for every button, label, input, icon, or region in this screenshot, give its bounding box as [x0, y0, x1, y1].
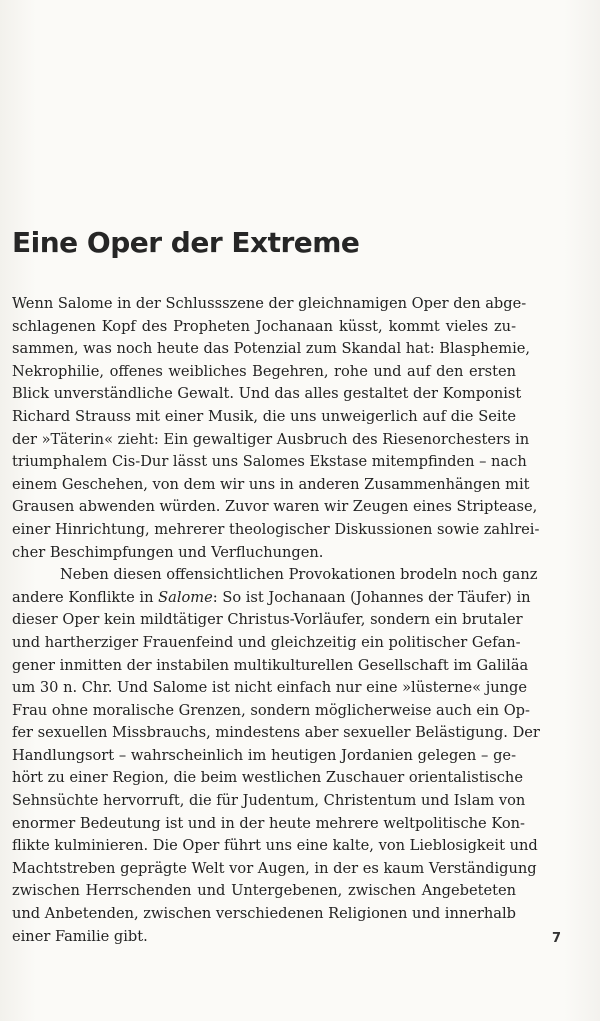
text-line: zwischen Herrschenden und Untergebenen, zwischen Angebeteten [12, 882, 516, 900]
text-line [12, 587, 531, 610]
opera-title: Salome [158, 588, 213, 606]
text-line: der »Täterin« zieht: Ein gewaltiger Ausbruch des Riesenorchesters in [12, 430, 530, 448]
text-segment: : So ist Jochanaan (Johannes der Täufer) in [212, 588, 531, 606]
text-line: Richard Strauss mit einer Musik, die uns unweigerlich auf die Seite [12, 407, 516, 425]
text-line: sammen, was noch heute das Potenzial zum Skandal hat: Blasphemie, [12, 340, 531, 358]
text-line: einer Hinrichtung, mehrerer theologischer Diskussionen sowie zahlrei- [12, 520, 540, 538]
text-line: Wenn Salome in der Schlussszene der gleichnamigen Oper den abge- [12, 295, 527, 312]
text-line: flikte kulminieren. Die Oper führt uns eine kalte, von Lieblosigkeit und [12, 837, 538, 855]
text-line: dieser Oper kein mildtätiger Christus-Vorläufer, sondern ein brutaler [12, 611, 523, 629]
text-line: Blick unverständliche Gewalt. Und das alles gestaltet der Komponist [12, 385, 522, 403]
text-line: Sehnsüchte hervorruft, die für Judentum, Christentum und Islam von [12, 792, 526, 810]
text-line: cher Beschimpfungen und Verfluchungen. [12, 543, 324, 561]
text-line: einer Familie gibt. [12, 927, 148, 945]
text-line: fer sexuellen Missbrauchs, mindestens aber sexueller Belästigung. Der [12, 724, 540, 742]
text-line: schlagenen Kopf des Propheten Jochanaan küsst, kommt vieles zu- [12, 317, 516, 335]
text-segment: andere Konflikte in [12, 588, 159, 606]
paragraph-2 [12, 564, 540, 948]
text-line: einem Geschehen, von dem wir uns in anderen Zusammenhängen mit [12, 475, 530, 493]
text-line: gener inmitten der instabilen multikulturellen Gesellschaft im Galiläa [12, 656, 529, 674]
text-line: Nekrophilie, offenes weibliches Begehren, rohe und auf den ersten [12, 362, 516, 380]
text-line: Frau ohne moralische Grenzen, sondern möglicherweise auch ein Op- [12, 701, 530, 719]
text-line [12, 564, 538, 587]
text-line: triumphalem Cis-Dur lässt uns Salomes Ekstase mitempfinden – nach [12, 453, 527, 471]
text-line: und Anbetenden, zwischen verschiedenen Religionen und innerhalb [12, 905, 516, 923]
text-line: Grausen abwenden würden. Zuvor waren wir Zeugen eines Striptease, [12, 498, 538, 516]
text-line: enormer Bedeutung ist und in der heute mehrere weltpolitische Kon- [12, 814, 525, 832]
text-line: hört zu einer Region, die beim westlichen Zuschauer orientalistische [12, 769, 523, 787]
paragraph-1 [12, 293, 540, 564]
text-line: um 30 n. Chr. Und Salome ist nicht einfach nur eine »lüsterne« junge [12, 679, 527, 697]
chapter-heading: Eine Oper der Extreme [12, 226, 360, 259]
text-line: Handlungsort – wahrscheinlich im heutigen Jordanien gelegen – ge- [12, 746, 516, 764]
body-text [12, 293, 540, 948]
text-line: und hartherziger Frauenfeind und gleichzeitig ein politischer Gefan- [12, 633, 521, 651]
text-line: Machtstreben geprägte Welt vor Augen, in der es kaum Verständigung [12, 859, 537, 877]
text-segment: Neben diesen offensichtlichen Provokationen brodeln noch ganz [60, 566, 538, 584]
page-number: 7 [552, 931, 562, 946]
